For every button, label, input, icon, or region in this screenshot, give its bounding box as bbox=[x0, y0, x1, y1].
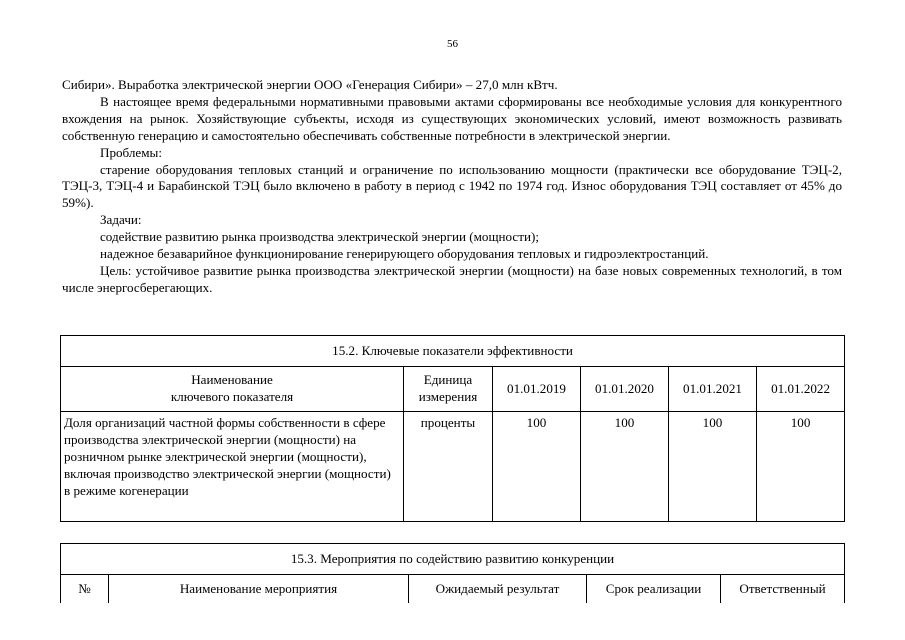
kpi-header-unit-text: Единица измерения bbox=[418, 372, 478, 404]
paragraph: Сибири». Выработка электрической энергии ООО «Генерация Сибири» – 27,0 млн кВтч. bbox=[62, 77, 558, 92]
paragraph: старение оборудования тепловых станций и ограничение по использованию мощности (практически все оборудование ТЭЦ-2, ТЭЦ-3, ТЭЦ-4 и Барабинской ТЭЦ было включено в работу в период с 1942 по 1974 год. Износ оборудования ТЭЦ составляет от 45% до 59%). bbox=[62, 161, 842, 211]
task-item: надежное безаварийное функционирование генерирующего оборудования тепловых и гидроэлектростанций. bbox=[100, 246, 709, 262]
events-table bbox=[60, 543, 845, 603]
kpi-row-value: 100 bbox=[669, 412, 757, 522]
page-number: 56 bbox=[447, 38, 458, 50]
kpi-row-value: 100 bbox=[493, 412, 581, 522]
events-table-caption: 15.3. Мероприятия по содействию развитию конкуренции bbox=[61, 544, 845, 575]
kpi-header-name-text: Наименование ключевого показателя bbox=[170, 372, 294, 404]
problems-heading: Проблемы: bbox=[100, 144, 162, 160]
kpi-row-value: 100 bbox=[581, 412, 669, 522]
kpi-table bbox=[60, 335, 845, 522]
events-header-responsible: Ответственный bbox=[721, 575, 845, 604]
events-header-result: Ожидаемый результат bbox=[409, 575, 587, 604]
paragraph: В настоящее время федеральными нормативными правовыми актами сформированы все необходимые условия для конкурентного вхождения на рынок. Хозяйствующие субъекты, исходя из существующих экономических условий, имеют возможность развивать собственную генерацию и самостоятельно обеспечивать собственные потребности в электрической энергии. bbox=[62, 93, 842, 143]
kpi-header-date: 01.01.2021 bbox=[669, 367, 757, 412]
task-item: содействие развитию рынка производства электрической энергии (мощности); bbox=[100, 229, 539, 245]
kpi-row-value: 100 bbox=[757, 412, 845, 522]
kpi-row-unit: проценты bbox=[404, 412, 493, 522]
kpi-header-date: 01.01.2022 bbox=[757, 367, 845, 412]
kpi-header-date: 01.01.2019 bbox=[493, 367, 581, 412]
kpi-header-unit bbox=[404, 367, 493, 412]
table-row bbox=[61, 412, 845, 522]
tasks-heading: Задачи: bbox=[100, 212, 142, 228]
kpi-table-caption: 15.2. Ключевые показатели эффективности bbox=[61, 336, 845, 367]
events-header-number: № bbox=[61, 575, 109, 604]
kpi-header-name bbox=[61, 367, 404, 412]
body-text bbox=[62, 77, 842, 297]
events-header-name: Наименование мероприятия bbox=[109, 575, 409, 604]
goal-paragraph: Цель: устойчивое развитие рынка производства электрической энергии (мощности) на базе новых современных технологий, в том числе энергосберегающих. bbox=[62, 262, 842, 295]
events-header-term: Срок реализации bbox=[587, 575, 721, 604]
kpi-row-name: Доля организаций частной формы собственности в сфере производства электрической энергии (мощности) на розничном рынке электрической энергии (мощности), включая производство электрической энергии (мощности) в режиме когенерации bbox=[61, 412, 404, 522]
kpi-header-date: 01.01.2020 bbox=[581, 367, 669, 412]
